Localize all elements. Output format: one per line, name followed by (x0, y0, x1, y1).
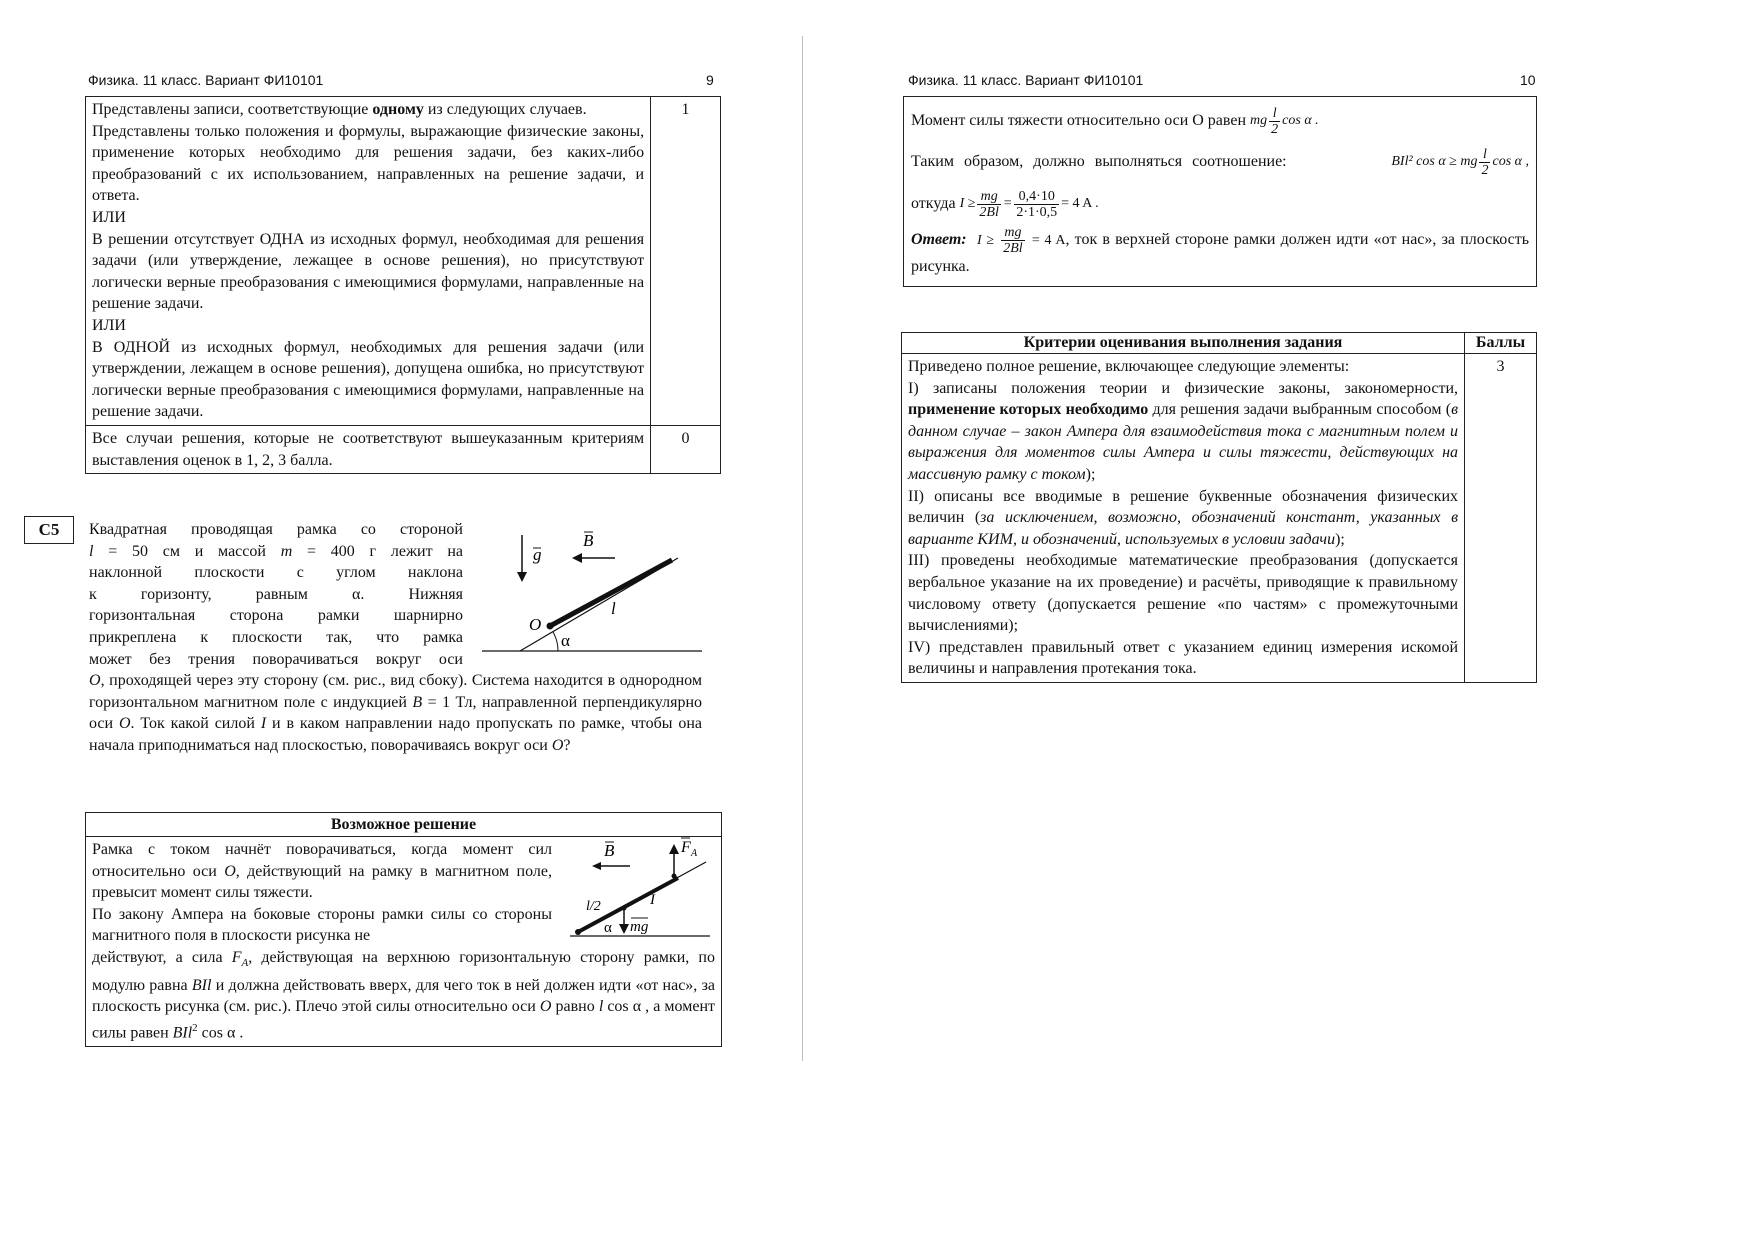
result-prefix: откуда (911, 195, 956, 213)
torque-gravity-text: Момент силы тяжести относительно оси O равен (911, 112, 1247, 130)
torque-formula-post: cos α . (1282, 113, 1319, 129)
alpha-label: α (561, 631, 570, 650)
points-header: Баллы (1465, 333, 1537, 354)
solution-figure (560, 832, 720, 942)
full-solution-criteria: Приведено полное решение, включающее следующие элементы: I) записаны положения теории и физические законы, закономерности, применение которых необходимо для решения задачи выбранным способом (в данном случае – закон Ампера для взаимодействия тока с магнитным полем и выражения для моментов силы Ампера и силы тяжести, действующих на массивную рамку с током); II) описаны все вводимые в решение буквенные обозначения физических величин (за исключением, возможно, обозначений констант, указанных в варианте КИМ, и обозначений, используемых в условии задачи); III) проведены необходимые математические преобразования (допускается вербальное указание на их проведение) и расчёты, приводящие к правильному числовому ответу (допускается решение «по частям» с промежуточными вычислениями); IV) представлен правильный ответ с указанием единиц измерения искомой величины и направления протекания тока. (902, 354, 1465, 683)
g-label: g (533, 545, 542, 564)
current-point (672, 874, 677, 879)
half-l-label: l/2 (586, 899, 601, 914)
FA-arrow-head (669, 844, 679, 854)
criteria-row-2 (86, 425, 721, 473)
FA-label: F (681, 839, 691, 856)
l-label: l (611, 599, 616, 618)
answer-formula-post: = 4 A (1031, 233, 1066, 249)
criteria-row-2-text: Все случаи решения, которые не соответствуют вышеуказанным критериям выставления оценок в 1, 2, 3 балла. (86, 425, 651, 473)
O-label: O (529, 615, 542, 634)
answer-text: , ток в верхней стороне рамки должен идти «от нас», за плоскость рисунка. (911, 231, 1529, 275)
right-page-number: 10 (1520, 72, 1536, 88)
relation-fraction: $\frac{l}{2}$ (1481, 146, 1489, 178)
task-label: C5 (24, 516, 74, 544)
result-fraction-1: $\frac{mg}{2Bl}$ (979, 188, 999, 220)
result-formula-pre: I ≥ (959, 196, 976, 212)
answer-label: Ответ: (911, 231, 967, 249)
FA-subscript: A (691, 848, 698, 859)
g-arrow-head (517, 572, 527, 582)
task-text-upper: Квадратная проводящая рамка со стороной l = 50 см и массой m = 400 г лежит на наклонной плоскости с углом наклона к горизонту, равным α. Нижняя горизонтальная сторона рамки шарнирно прикреплена к плоскости так, что рамка может без трения поворачиваться вокруг оси (89, 521, 463, 668)
result-fraction-2: $\frac{0,4\cdot 10}{2\cdot 1\cdot 0,5}$ (1016, 188, 1058, 220)
task-text-lower: O, проходящей через эту сторону (см. рис., вид сбоку). Система находится в однородном горизонтальном магнитном поле с индукцией B = 1 Тл, направленной перпендикулярно оси O. Ток какой силой I и в каком направлении надо пропускать по рамке, чтобы она начала приподниматься над плоскостью, поворачиваясь вокруг оси O? (89, 672, 703, 754)
torque-formula-pre: mg (1250, 113, 1268, 129)
right-page-header: Физика. 11 класс. Вариант ФИ10101 (908, 72, 1144, 88)
result-formula-eq: = (1002, 196, 1013, 212)
relation-formula-pre: BIl² cos α ≥ mg (1391, 154, 1478, 170)
axis-O-point (547, 623, 554, 630)
angle-arc (553, 632, 558, 651)
mg-arrow-head (619, 924, 629, 934)
left-criteria-table (85, 96, 721, 474)
criteria-header: Критерии оценивания выполнения задания (902, 333, 1465, 354)
left-page-number: 9 (706, 72, 714, 88)
result-line (911, 183, 1529, 225)
torque-fraction: $\frac{l}{2}$ (1271, 105, 1279, 137)
solution-text-lower: действуют, а сила $F_A$, действующая на верхнюю горизонтальную сторону рамки, по модулю равна BIl и должна действовать вверх, для чего ток в ней должен идти «от нас», за плоскость рисунка (см. рис.). Плечо этой силы относительно оси O равно l cos α , а момент силы равен BIl$^2$ cos α . (92, 948, 716, 1042)
answer-line (911, 225, 1529, 277)
result-formula-post: = 4 A . (1061, 196, 1099, 212)
criteria-row-2-points: 0 (651, 425, 721, 473)
mass-center-point (622, 906, 627, 911)
criteria-row-1-text: Представлены записи, соответствующие одному из следующих случаев. Представлены только положения и формулы, выражающие физические законы, применение которых необходимо для решения задачи, без каких-либо преобразований с их использованием, направленных на решение задачи, и ответа. ИЛИ В решении отсутствует ОДНА из исходных формул, необходимая для решения задачи (или утверждение, лежащее в основе решения), но присутствуют логически верные преобразования с имеющимися формулами, направленные на решение задачи. ИЛИ В ОДНОЙ из исходных формул, необходимых для решения задачи (или утверждении, лежащем в основе решения), допущена ошибка, но присутствуют логически верные преобразования с имеющимися формулами, направленные на решение задачи. (86, 97, 651, 426)
torque-gravity-line (911, 101, 1529, 141)
I-label: I (650, 892, 655, 908)
mg-label: mg (630, 919, 649, 935)
relation-formula-post: cos α , (1492, 154, 1529, 170)
incline-figure (480, 520, 710, 655)
sol-B-arrow-head (592, 862, 601, 870)
sol-B-label: B (604, 841, 615, 860)
sol-alpha-label: α (604, 920, 612, 936)
left-page-header: Физика. 11 класс. Вариант ФИ10101 (88, 72, 324, 88)
solution-continuation-box (903, 96, 1537, 287)
criteria-row-1-points: 1 (651, 97, 721, 426)
B-arrow-head (572, 553, 582, 563)
criteria-row-1 (86, 97, 721, 426)
full-solution-points: 3 (1465, 354, 1537, 683)
solution-title: Возможное решение (86, 813, 722, 837)
answer-fraction: $\frac{mg}{2Bl}$ (1003, 225, 1023, 256)
B-label: B (583, 531, 594, 550)
answer-formula-pre: I ≥ (977, 233, 995, 249)
relation-text: Таким образом, должно выполняться соотношение: (911, 153, 1287, 171)
sol-axis-point (575, 929, 581, 935)
right-criteria-table (901, 332, 1537, 683)
page-divider (802, 36, 803, 1061)
solution-text-upper: Рамка с током начнёт поворачиваться, когда момент сил относительно оси O, действующий на рамку в магнитном поле, превысит момент силы тяжести. По закону Ампера на боковые стороны рамки силы со стороны магнитного поля в плоскости рисунка не (92, 841, 552, 945)
relation-line (911, 141, 1529, 183)
